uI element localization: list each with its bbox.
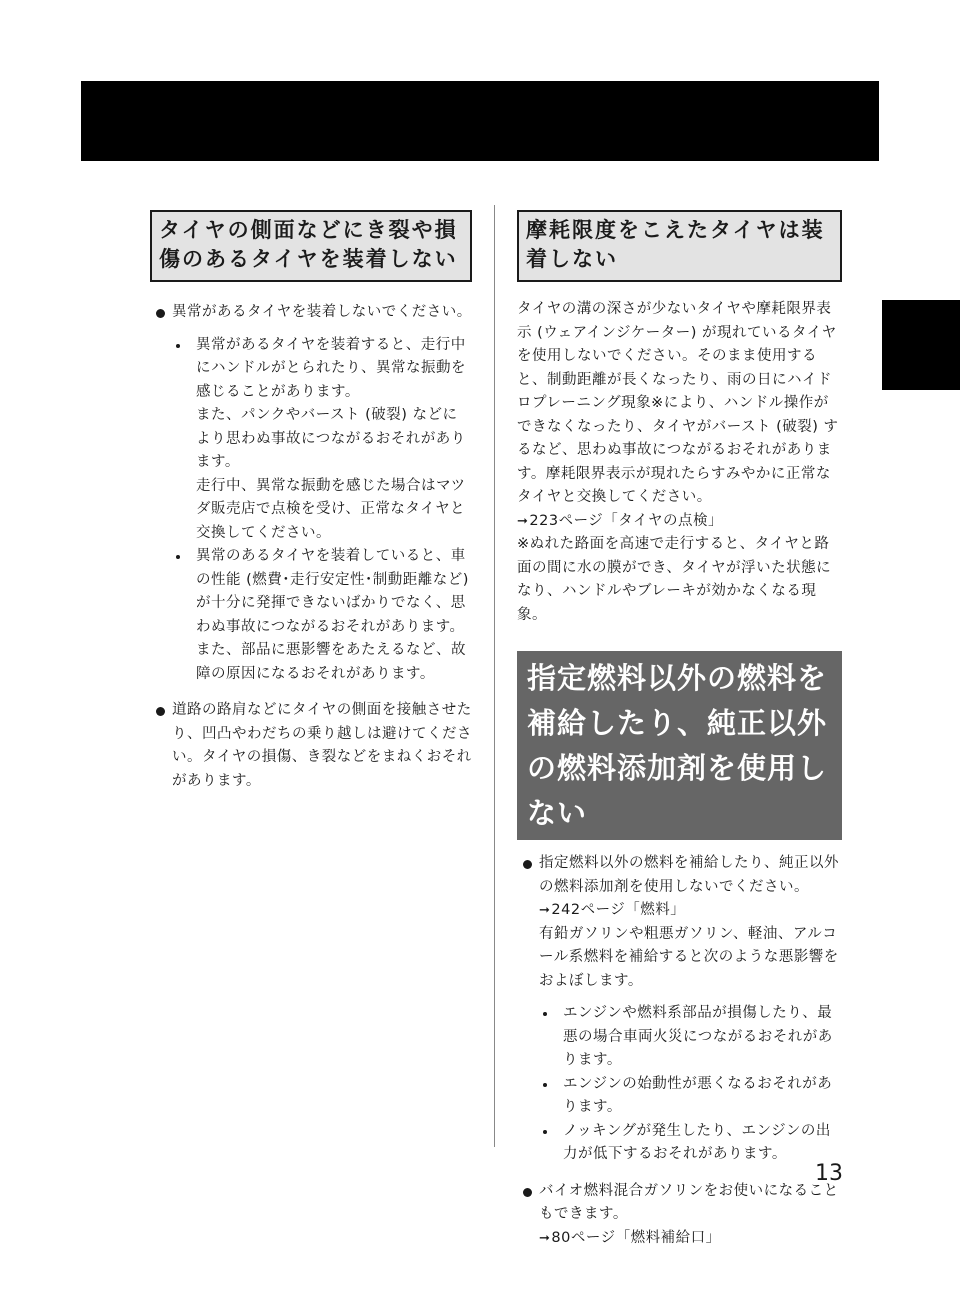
section-heading-tire-damage: タイヤの側面などにき裂や損傷のあるタイヤを装着しない [150, 210, 472, 282]
bullet-text: バイオ燃料混合ガソリンをお使いになることもできます。 [539, 1182, 839, 1222]
paragraph: タイヤの溝の深さが少ないタイヤや摩耗限界表示 (ウェアインジケーター) が現れているタイヤを使用しないでください。そのまま使用すると、制動距離が長くなったり、雨の日にハイドロプレーニング現象※により、ハンドル操作ができなくなったり、タイヤがバースト (破裂) するなど、思わぬ事故につながるおそれがあります。摩耗限界表示が現れたらすみやかに正常なタイヤと交換してください。 [517, 301, 839, 505]
sub-bullet-icon [543, 1012, 547, 1016]
header-band [81, 81, 879, 161]
sub-list [166, 334, 472, 687]
sub-list-item [533, 1002, 842, 1073]
sub-item-text: 走行中、異常な振動を感じた場合はマツダ販売店で点検を受け、正常なタイヤと交換してください。 [196, 477, 466, 541]
sub-item-text: エンジンや燃料系部品が損傷したり、最悪の場合車両火災につながるおそれがあります。 [563, 1005, 833, 1068]
sub-item-text: 異常があるタイヤを装着すると、走行中にハンドルがとられたり、異常な振動を感じることがあります。 [196, 336, 466, 400]
sub-list-item [166, 334, 472, 546]
sub-item-text: ノッキングが発生したり、エンジンの出力が低下するおそれがあります。 [563, 1122, 831, 1162]
arrow-right-icon: ➞ [517, 513, 529, 529]
section-heading-fuel-warning: 指定燃料以外の燃料を補給したり、純正以外の燃料添加剤を使用しない [517, 651, 842, 840]
chapter-tab [882, 300, 960, 390]
bullet-text: 指定燃料以外の燃料を補給したり、純正以外の燃料添加剤を使用しないでください。 [539, 855, 839, 895]
footnote: ※ぬれた路面を高速で走行すると、タイヤと路面の間に水の膜ができ、タイヤが浮いた状態になり、ハンドルやブレーキが効かなくなる現象。 [517, 536, 832, 623]
section-heading-worn-tire: 摩耗限度をこえたタイヤは装着しない [517, 210, 842, 282]
sub-bullet-icon [543, 1130, 547, 1134]
bullet-icon [156, 707, 165, 716]
bullet-text: 有鉛ガソリンや粗悪ガソリン、軽油、アルコール系燃料を補給すると次のような悪影響をおよぼします。 [539, 925, 839, 989]
sub-list [533, 1002, 842, 1167]
bullet-text: 異常があるタイヤを装着しないでください。 [172, 304, 472, 320]
right-column [517, 210, 842, 1250]
list-item [150, 301, 472, 686]
sub-list-item [533, 1073, 842, 1120]
list-item [517, 1180, 842, 1251]
bullet-icon [523, 1188, 532, 1197]
left-column [150, 210, 472, 793]
sub-bullet-icon [176, 344, 180, 348]
column-divider [494, 205, 495, 1147]
page-number: 13 [815, 1161, 843, 1186]
list-item [150, 699, 472, 793]
sub-bullet-icon [543, 1083, 547, 1087]
arrow-right-icon: ➞ [539, 1230, 551, 1246]
sub-bullet-icon [176, 555, 180, 559]
sub-item-text: また、パンクやバースト (破裂) などにより思わぬ事故につながるおそれがあります。 [196, 407, 466, 470]
bullet-icon [523, 860, 532, 869]
bullet-icon [156, 309, 165, 318]
arrow-right-icon: ➞ [539, 903, 551, 918]
bullet-text: 道路の路肩などにタイヤの側面を接触させたり、凹凸やわだちの乗り越しは避けてください。タイヤの損傷、き裂などをまねくおそれがあります。 [172, 702, 472, 789]
page-reference: ➞242ページ「燃料」 [539, 899, 842, 923]
sub-item-text: 異常のあるタイヤを装着していると、車の性能 (燃費･走行安定性･制動距離など) が十分に発揮できないばかりでなく、思わぬ事故につながるおそれがあります。また、部品に悪影響をあたえるなど、故障の原因になるおそれがあります。 [196, 548, 469, 682]
sub-item-text: エンジンの始動性が悪くなるおそれがあります。 [563, 1075, 833, 1115]
page-reference: ➞223ページ「タイヤの点検」 [517, 510, 842, 534]
page-reference: ➞80ページ「燃料補給口」 [539, 1227, 842, 1251]
sub-list-item [166, 545, 472, 686]
list-item [517, 852, 842, 1167]
sub-list-item [533, 1120, 842, 1167]
